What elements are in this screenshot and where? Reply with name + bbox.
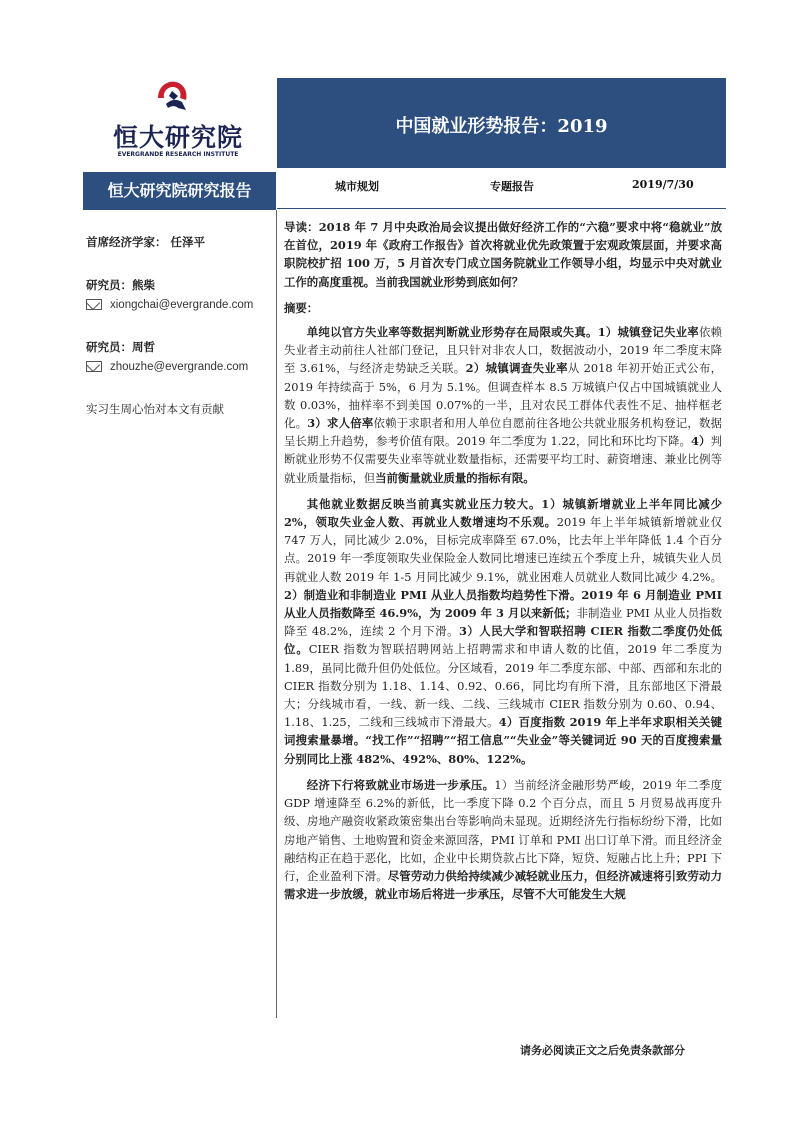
- p1-text-4: 判断就业形势不仅需要失业率等就业数量指标，还需要平均工时、薪资增速、兼业比例等就业质量指标，但: [284, 434, 722, 485]
- p1-bold-1: 单纯以官方失业率等数据判断就业形势存在局限或失真。1）城镇登记失业率: [306, 325, 699, 340]
- report-date: 2019/7/30: [632, 178, 694, 191]
- series-banner: [83, 172, 276, 210]
- p1-text-2: 从 2018 年初开始正式公布，2019 年持续高于 5%，6 月为 5.1%。但调查样本 8.5 万城镇户仅占中国城镇就业人数 0.03%，抽样率不到美国 0.07%的一半，且对农民工群体代表性不足、抽样框老化。: [284, 361, 722, 431]
- disclaimer-footer: 请务必阅读正文之后免责条款部分: [520, 1044, 685, 1057]
- researcher-1: 研究员：熊柴: [86, 278, 155, 292]
- abstract-heading: 摘要：: [284, 300, 319, 315]
- series-label: 恒大研究院研究报告: [107, 181, 252, 200]
- logo-subtitle: EVERGRANDE RESEARCH INSTITUTE: [117, 151, 239, 158]
- p1-text-3: 依赖于求职者和用人单位自愿前往各地公共就业服务机构登记，数据呈长期上升趋势，参考价值有限。2019 年二季度为 1.22，同比和环比均下降。: [284, 416, 722, 449]
- p1-bold-2: 2）城镇调查失业率: [465, 361, 568, 376]
- p1-bold-4: 4）: [691, 434, 711, 449]
- envelope-icon: [86, 361, 102, 372]
- logo-name: 恒大研究院: [112, 123, 243, 152]
- contributor-note: 实习生周心怡对本文有贡献: [86, 402, 224, 416]
- column-divider: [276, 210, 277, 1018]
- p2-text-3: CIER 指数为智联招聘网站上招聘需求和申请人数的比值，2019 年二季度为 1.89，虽同比微升但仍处低位。分区域看，2019 年二季度东部、中部、西部和东北的 CIER 指数分别为 1.18、1.14、0.92、0.66，同比均有所下滑，且东部地区下滑最大；分线城市看，一线、新一线、二线、三线城市 CIER 指数分别为 0.60、0.94、1.18、1.25，二线和三线城市下滑最大。: [284, 642, 722, 730]
- researcher-1-email[interactable]: xiongchai@evergrande.com: [110, 299, 254, 311]
- chief-economist: 首席经济学家： 任泽平: [86, 235, 206, 249]
- researcher-1-email-row: [86, 299, 253, 311]
- abstract-paragraph-2: [284, 495, 722, 768]
- category-label: 城市规划: [335, 180, 379, 193]
- researcher-2-email-row: [86, 361, 248, 373]
- abstract-paragraph-1: [284, 323, 722, 487]
- header-divider: [277, 208, 726, 209]
- p1-bold-3: 3）求人倍率: [307, 416, 374, 431]
- researcher-2: 研究员：周哲: [86, 340, 155, 354]
- p2-bold-2: 2）制造业和非制造业 PMI 从业人员指数均趋势性下滑。2019 年 6 月制造业 PMI 从业人员指数降至 46.9%，为 2009 年 3 月以来新低；: [284, 587, 722, 621]
- p1-text-1: 依赖失业者主动前往人社部门登记，且只针对非农人口，数据波动小，2019 年二季度末降至 3.61%，与经济走势缺乏关联。: [284, 325, 722, 376]
- p2-bold-1: 其他就业数据反映当前真实就业压力较大。1）城镇新增就业上半年同比减少 2%，领取失业金人数、再就业人数增速均不乐观。: [284, 496, 722, 530]
- evergrande-emblem-icon: [154, 78, 192, 116]
- p3-bold-2: 尽管劳动力供给持续减少减轻就业压力，但经济减速将引致劳动力需求进一步放缓，就业市场后将进一步承压，尽管不大可能发生大规: [284, 868, 722, 902]
- p3-text-1b: 2019 年二季度 GDP 增速降至 6.2%的新低，比一季度下降 0.2 个百分点，而且 5 月贸易战再度升级、房地产融资收紧政策密集出台等影响尚未显现。近期经济先行指标纷纷下滑，比如房地产销售、土地购置和资金来源回落，PMI 订单和 PMI 出口订单下滑。而且经济金融结构正在趋于恶化，比如，企业中长期贷款占比下降，短贷、短融占比上升；PPI 下行，企业盈利下滑。: [284, 777, 722, 883]
- logo: [98, 78, 258, 170]
- report-body: [284, 218, 722, 911]
- p1-bold-5: 当前衡量就业质量的指标有限。: [375, 470, 535, 485]
- report-title: 中国就业形势报告：2019: [395, 116, 608, 137]
- title-banner: [277, 78, 726, 168]
- researcher-2-email[interactable]: zhouzhe@evergrande.com: [110, 361, 249, 373]
- envelope-icon: [86, 299, 102, 310]
- intro-paragraph: 导读：2018 年 7 月中央政治局会议提出做好经济工作的“六稳”要求中将“稳就业”放在首位，2019 年《政府工作报告》首次将就业优先政策置于宏观政策层面，并要求高职院校扩招 100 万，5 月首次专门成立国务院就业工作领导小组，均显示中央对就业工作的高度重视。当前我国就业形势到底如何？: [284, 220, 722, 289]
- p2-bold-4: 4）百度指数 2019 年上半年求职相关关键词搜索量暴增。“找工作”“招聘”“招工信息”“失业金”等关键词近 90 天的百度搜索量分别同比上涨 482%、492%、80%、122%。: [284, 715, 722, 766]
- abstract-paragraph-3: [284, 776, 722, 903]
- p2-text-1: 2019 年上半年城镇新增就业仅 747 万人，同比减少 2.0%，目标完成率降至 67.0%，比去年上半年降低 1.4 个百分点。2019 年一季度领取失业保险金人数同比增速已连续五个季度上升，城镇失业人员再就业人数 2019 年 1-5 月同比减少 9.1%，就业困难人员就业人数同比减少 4.2%。: [284, 515, 722, 584]
- p2-bold-3: 3）人民大学和智联招聘 CIER 指数二季度仍处低位。: [284, 624, 723, 657]
- p3-bold-1: 经济下行将致就业市场进一步承压。: [306, 777, 495, 792]
- p2-text-2: 非制造业 PMI 从业人员指数降至 48.2%，连续 2 个月下滑。: [284, 606, 722, 639]
- report-type-label: 专题报告: [490, 180, 534, 193]
- p3-text-1: 1）当前经济金融形势严峻，: [494, 777, 643, 792]
